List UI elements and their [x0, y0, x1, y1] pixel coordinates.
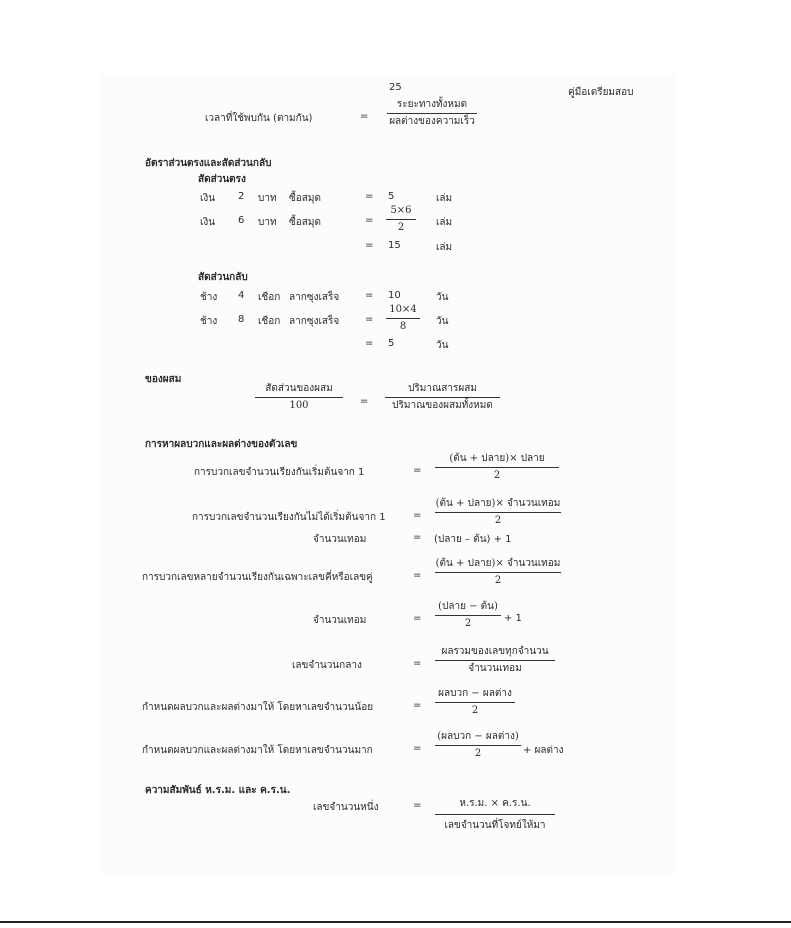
equals-sign: =: [360, 396, 369, 407]
equals-sign: =: [413, 700, 422, 711]
formula-label: กำหนดผลบวกและผลต่างมาให้ โดยหาเลขจำนวนน้อย: [142, 702, 374, 713]
section-title-sums: การหาผลบวกและผลต่างของตัวเลข: [145, 439, 298, 450]
value: 5: [388, 191, 395, 202]
denominator: 2: [464, 618, 472, 629]
hcf-lcm-fraction: [435, 795, 555, 836]
denominator: 8: [399, 321, 407, 332]
fraction-bar: [435, 467, 559, 468]
unit: เล่ม: [436, 242, 453, 253]
numerator: 5×6: [390, 205, 412, 216]
mixture-rhs-fraction: [385, 382, 500, 413]
number: 8: [238, 314, 245, 325]
sum-odd-even-fraction: [435, 557, 561, 588]
subsection-inverse: สัดส่วนกลับ: [198, 272, 248, 283]
unit: วัน: [436, 340, 449, 351]
unit: วัน: [436, 292, 449, 303]
number: 2: [238, 191, 245, 202]
formula-label: การบวกเลขจำนวนเรียงกันไม่ได้เริ่มต้นจาก 1: [192, 512, 386, 523]
number: 4: [238, 290, 245, 301]
word: ลากซุงเสร็จ: [289, 316, 340, 327]
fraction-bar: [435, 615, 501, 616]
term-count-expression: (ปลาย – ต้น) + 1: [434, 534, 512, 545]
word: ซื้อสมุด: [289, 193, 321, 204]
equals-sign: =: [365, 290, 374, 301]
formula-label: เลขจำนวนหนึ่ง: [313, 802, 379, 813]
page-number: 25: [389, 82, 402, 93]
equals-sign: =: [360, 111, 369, 122]
fraction-bar: [435, 702, 515, 703]
numerator: (ต้น + ปลาย)× จำนวนเทอม: [435, 498, 561, 509]
word: ซื้อสมุด: [289, 217, 321, 228]
denominator: เลขจำนวนที่โจทย์ให้มา: [444, 820, 546, 831]
middle-number-fraction: [435, 645, 555, 676]
equals-sign: =: [413, 510, 422, 521]
formula-label: การบวกเลขจำนวนเรียงกันเริ่มต้นจาก 1: [194, 467, 365, 478]
denominator: 2: [397, 222, 405, 233]
denominator: ผลต่างของความเร็ว: [389, 116, 475, 127]
word: ช้าง: [200, 316, 218, 327]
fraction-bar: [435, 660, 555, 661]
numerator: (ผลบวก − ผลต่าง): [437, 731, 519, 742]
inverse-fraction: [386, 303, 420, 334]
equals-sign: =: [413, 465, 422, 476]
equals-sign: =: [365, 240, 374, 251]
unit: วัน: [436, 316, 449, 327]
direct-fraction: [386, 204, 416, 235]
equals-sign: =: [365, 215, 374, 226]
fraction-bar: [435, 572, 561, 573]
sum-not-from-one-fraction: [435, 497, 561, 528]
number: 6: [238, 215, 245, 226]
word: เงิน: [200, 193, 216, 204]
denominator: 2: [494, 575, 502, 586]
section-title-proportion: อัตราส่วนตรงและสัดส่วนกลับ: [145, 158, 272, 169]
header-label: คู่มือเตรียมสอบ: [568, 87, 634, 98]
fraction-bar: [387, 113, 477, 114]
equals-sign: =: [365, 338, 374, 349]
word: เชือก: [258, 316, 281, 327]
numerator: ผลรวมของเลขทุกจำนวน: [441, 646, 549, 657]
word: เชือก: [258, 292, 281, 303]
formula-label: กำหนดผลบวกและผลต่างมาให้ โดยหาเลขจำนวนมาก: [142, 745, 373, 756]
denominator: จำนวนเทอม: [468, 663, 522, 674]
fraction-bar: [386, 318, 420, 319]
value: 5: [388, 338, 395, 349]
equals-sign: =: [413, 800, 422, 811]
denominator: 2: [494, 515, 502, 526]
unit: เล่ม: [436, 193, 453, 204]
numerator: 10×4: [389, 304, 417, 315]
formula-tail: + ผลต่าง: [523, 745, 564, 756]
equals-sign: =: [413, 532, 422, 543]
numerator: (ต้น + ปลาย)× ปลาย: [449, 453, 545, 464]
fraction-bar: [385, 397, 500, 398]
numerator: ห.ร.ม. × ค.ร.น.: [459, 798, 531, 809]
word: เงิน: [200, 217, 216, 228]
equals-sign: =: [413, 743, 422, 754]
denominator: 100: [289, 400, 309, 411]
equals-sign: =: [413, 658, 422, 669]
numerator: ระยะทางทั้งหมด: [396, 99, 468, 110]
denominator: 2: [493, 470, 501, 481]
term-count-fraction: [435, 600, 501, 631]
formula-label: การบวกเลขหลายจำนวนเรียงกันเฉพาะเลขคี่หรือเลขคู่: [142, 572, 373, 583]
fraction-bar: [255, 397, 343, 398]
section-title-hcf-lcm: ความสัมพันธ์ ห.ร.ม. และ ค.ร.น.: [145, 785, 291, 796]
fraction-bar: [386, 219, 416, 220]
word: บาท: [258, 193, 277, 204]
denominator: ปริมาณของผสมทั้งหมด: [392, 400, 493, 411]
formula-label: จำนวนเทอม: [313, 615, 367, 626]
bottom-rule: [0, 921, 791, 923]
equals-sign: =: [413, 570, 422, 581]
formula-label: จำนวนเทอม: [313, 534, 367, 545]
numerator: (ต้น + ปลาย)× จำนวนเทอม: [435, 558, 561, 569]
time-meet-fraction: [387, 98, 477, 129]
equals-sign: =: [413, 613, 422, 624]
fraction-bar: [435, 745, 521, 746]
equals-sign: =: [365, 314, 374, 325]
denominator: 2: [474, 748, 482, 759]
fraction-bar: [435, 814, 555, 815]
mixture-lhs-fraction: [255, 382, 343, 413]
time-meet-label: เวลาที่ใช้พบกัน (ตามกัน): [205, 113, 313, 124]
unit: เล่ม: [436, 217, 453, 228]
word: ลากซุงเสร็จ: [289, 292, 340, 303]
numerator: ผลบวก − ผลต่าง: [438, 688, 512, 699]
word: บาท: [258, 217, 277, 228]
subsection-direct: สัดส่วนตรง: [198, 174, 246, 185]
sum-from-one-fraction: [435, 452, 559, 483]
numerator: ปริมาณสารผสม: [408, 383, 477, 394]
formula-label: เลขจำนวนกลาง: [292, 660, 362, 671]
larger-number-fraction: [435, 730, 521, 761]
equals-sign: =: [365, 191, 374, 202]
denominator: 2: [471, 705, 479, 716]
word: ช้าง: [200, 292, 218, 303]
section-title-mixture: ของผสม: [145, 374, 182, 385]
value: 15: [388, 240, 401, 251]
value: 10: [388, 290, 401, 301]
fraction-bar: [435, 512, 561, 513]
numerator: สัดส่วนของผสม: [265, 383, 333, 394]
formula-tail: + 1: [504, 613, 522, 624]
smaller-number-fraction: [435, 687, 515, 718]
numerator: (ปลาย − ต้น): [438, 601, 498, 612]
